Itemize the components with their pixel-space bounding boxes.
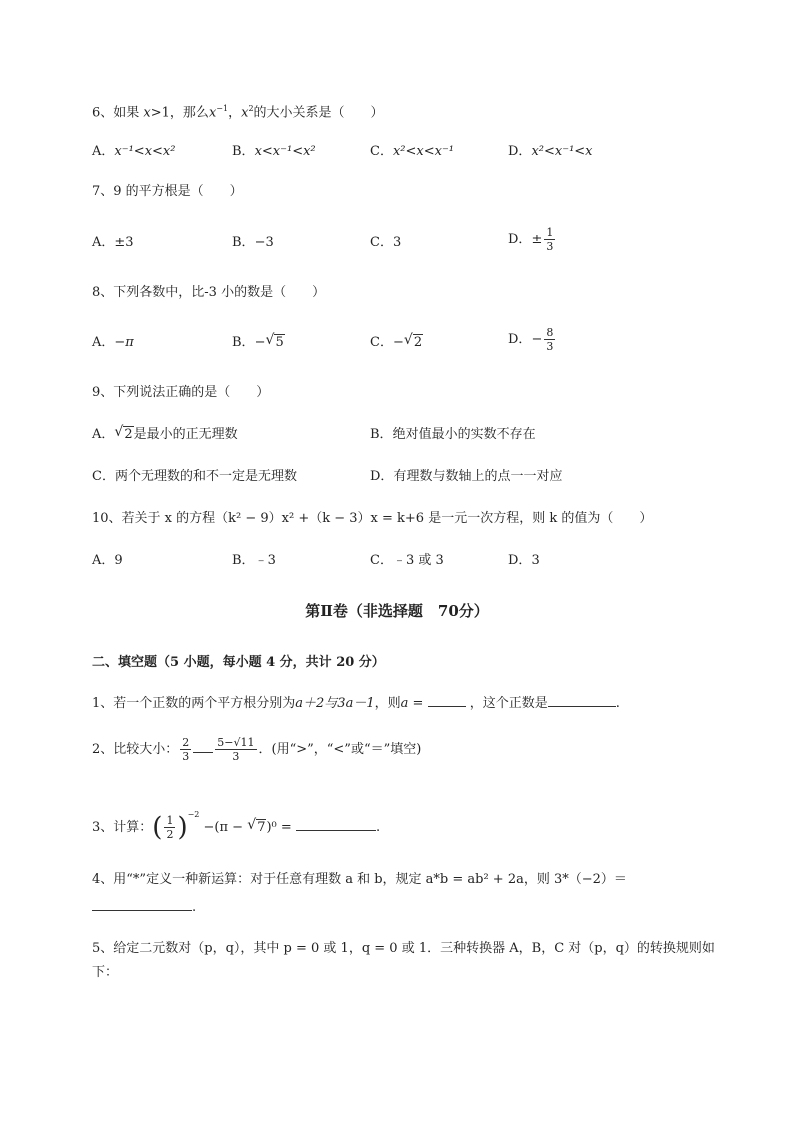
q6-option-c[interactable] xyxy=(370,143,454,161)
option-letter: C． xyxy=(370,335,393,350)
fill-3-end: . xyxy=(375,820,381,835)
option-text: 是最小的正无理数 xyxy=(133,427,238,442)
fill-2-blank[interactable] xyxy=(193,739,213,753)
option-letter: A． xyxy=(92,335,115,350)
fraction-denominator: 3 xyxy=(546,340,554,353)
option-text: ±3 xyxy=(114,235,134,250)
option-letter: B． xyxy=(232,553,255,568)
option-letter: D． xyxy=(370,469,394,484)
option-letter: D． xyxy=(508,144,532,159)
fill-1-end: . xyxy=(615,696,620,711)
option-letter: B． xyxy=(232,144,255,159)
fill-3: 3、计算：( $\frac{1}{2}$ )$^{-2}$ −(π − √ 7)⁰ = . xyxy=(92,810,381,843)
question-6-stem xyxy=(92,100,384,122)
option-text: 3 xyxy=(531,553,540,568)
q7-option-c[interactable] xyxy=(370,234,401,252)
q8-option-c[interactable] xyxy=(370,334,423,352)
fill-2 xyxy=(92,736,421,763)
option-text: ﹣3 或 3 xyxy=(392,553,444,568)
fill-4-line-2 xyxy=(92,897,196,917)
fill-3-exp: −2 xyxy=(187,810,200,819)
fill-4-blank[interactable] xyxy=(92,897,192,911)
q8-option-d[interactable] xyxy=(508,326,557,353)
q9-option-a[interactable] xyxy=(92,426,238,444)
option-letter: D． xyxy=(508,332,532,347)
q6-var-xinv: x xyxy=(208,105,217,121)
fill-2-suffix: ．(用“>”，“<”或“＝”填空) xyxy=(258,742,422,757)
fill-1-mid: ，则 xyxy=(374,696,401,711)
option-letter: C． xyxy=(370,235,393,250)
section-2-title: 二、填空题（5 小题，每小题 4 分，共计 20 分） xyxy=(92,655,385,670)
fill-4-end: . xyxy=(192,900,197,915)
fill-1-blank-number[interactable] xyxy=(548,693,616,707)
q6-inv-exp: −1 xyxy=(216,104,229,113)
fraction xyxy=(215,736,256,763)
option-text: 9 xyxy=(114,553,123,568)
fill-5-line-1: 5、给定二元数对（p，q），其中 p = 0 或 1，q = 0 或 1．三种转换器 A，B，C 对（p，q）的转换规则如 xyxy=(92,941,715,956)
option-text: x²<x⁻¹<x xyxy=(531,144,593,159)
fill-3-prefix: 3、计算： xyxy=(92,820,153,835)
sqrt-symbol: √ 7 xyxy=(247,817,266,835)
fill-1-blank-a[interactable] xyxy=(428,693,466,707)
sqrt-symbol: √ 5 xyxy=(265,332,284,350)
q8-option-b[interactable] xyxy=(232,334,285,352)
option-text: 绝对值最小的实数不存在 xyxy=(392,427,536,442)
fraction-numerator: 2 xyxy=(182,736,190,749)
option-text: − xyxy=(254,335,266,350)
sqrt-symbol: √ 2 xyxy=(114,424,133,442)
option-text: x<x⁻¹<x² xyxy=(254,144,316,159)
option-letter: C． xyxy=(370,144,393,159)
option-letter: A． xyxy=(92,553,115,568)
option-letter: A． xyxy=(92,235,115,250)
option-letter: B． xyxy=(370,427,393,442)
q6-var-x: x xyxy=(143,105,151,121)
option-letter: C． xyxy=(92,469,115,484)
q6-prefix: 6、如果 xyxy=(92,105,140,121)
option-text: − xyxy=(392,335,404,350)
option-letter: D． xyxy=(508,232,532,247)
option-text: x²<x<x⁻¹ xyxy=(392,144,455,159)
radicand: 7 xyxy=(257,820,266,835)
fill-5-line-2: 下： xyxy=(92,965,119,980)
fraction xyxy=(164,814,175,841)
fraction xyxy=(544,326,555,353)
fraction-numerator: 8 xyxy=(546,326,554,339)
option-letter: D． xyxy=(508,553,532,568)
fraction-numerator: 1 xyxy=(166,814,174,827)
option-letter: B． xyxy=(232,335,255,350)
question-7-stem: 7、9 的平方根是（ ） xyxy=(92,184,243,199)
fraction-numerator: 1 xyxy=(546,226,554,239)
q6-option-b[interactable] xyxy=(232,143,316,161)
q6-option-a[interactable] xyxy=(92,143,175,161)
fill-3-blank[interactable] xyxy=(296,817,376,831)
q6-sep: ， xyxy=(228,105,242,121)
q9-option-c[interactable] xyxy=(92,468,297,486)
fraction-denominator: 2 xyxy=(166,828,174,841)
q8-option-a[interactable] xyxy=(92,334,134,352)
option-text: 3 xyxy=(392,235,402,250)
q6-var-x2: x xyxy=(241,105,249,121)
q9-option-d[interactable] xyxy=(370,468,562,486)
option-text: −π xyxy=(114,335,134,350)
fraction-numerator: 5−√11 xyxy=(217,736,255,749)
fill-1-expr: a＋2与3a－1 xyxy=(295,696,375,711)
q6-condition: >1，那么 xyxy=(150,105,209,121)
q10-option-b[interactable] xyxy=(232,552,276,570)
radicand: 2 xyxy=(124,427,133,442)
q10-option-c[interactable] xyxy=(370,552,444,570)
fraction xyxy=(544,226,555,253)
fraction-denominator: 3 xyxy=(182,750,190,763)
option-text: −3 xyxy=(254,235,274,250)
option-text: 有理数与数轴上的点一一对应 xyxy=(393,469,563,484)
q6-option-d[interactable] xyxy=(508,143,593,161)
option-text: ﹣3 xyxy=(254,553,276,568)
fill-3-tail: )⁰ = xyxy=(266,820,292,835)
fill-1-mid2: ，这个正数是 xyxy=(469,696,548,711)
fill-1-prefix: 1、若一个正数的两个平方根分别为 xyxy=(92,696,296,711)
fraction-denominator: 3 xyxy=(232,750,240,763)
fraction xyxy=(180,736,191,763)
radicand: 2 xyxy=(413,335,423,350)
q10-option-d[interactable] xyxy=(508,552,540,570)
question-10-stem: 10、若关于 x 的方程（k² − 9）x² +（k − 3）x = k+6 是一元一次方程，则 k 的值为（ ） xyxy=(92,511,653,526)
q7-option-a[interactable] xyxy=(92,234,134,252)
fraction-denominator: 3 xyxy=(546,240,554,253)
q7-option-d[interactable] xyxy=(508,226,557,253)
part-2-heading: 第Ⅱ卷（非选择题 70分） xyxy=(305,602,489,620)
q9-option-b[interactable] xyxy=(370,426,536,444)
fill-4-line-1: 4、用“*”定义一种新运算：对于任意有理数 a 和 b，规定 a*b = ab² + 2a，则 3*（−2）＝ xyxy=(92,872,627,887)
fill-3-mid: −(π − xyxy=(203,820,248,835)
sqrt-symbol: √ 2 xyxy=(403,332,423,350)
fill-1 xyxy=(92,693,620,713)
question-9-stem: 9、下列说法正确的是（ ） xyxy=(92,385,270,400)
q10-option-a[interactable] xyxy=(92,552,123,570)
q6-suffix: 的大小关系是（ ） xyxy=(253,105,384,121)
option-letter: A． xyxy=(92,144,115,159)
option-text: ± xyxy=(531,232,543,247)
option-text: − xyxy=(531,332,543,347)
q7-option-b[interactable] xyxy=(232,234,274,252)
fill-2-prefix: 2、比较大小： xyxy=(92,742,179,757)
question-8-stem: 8、下列各数中，比-3 小的数是（ ） xyxy=(92,285,326,300)
option-text: x⁻¹<x<x² xyxy=(114,144,176,159)
option-letter: A． xyxy=(92,427,115,442)
option-text: 两个无理数的和不一定是无理数 xyxy=(114,469,297,484)
option-letter: B． xyxy=(232,235,255,250)
option-letter: C． xyxy=(370,553,393,568)
fill-1-a: a = xyxy=(400,696,424,711)
radicand: 5 xyxy=(275,335,284,350)
q6-sq-exp: 2 xyxy=(248,104,254,113)
